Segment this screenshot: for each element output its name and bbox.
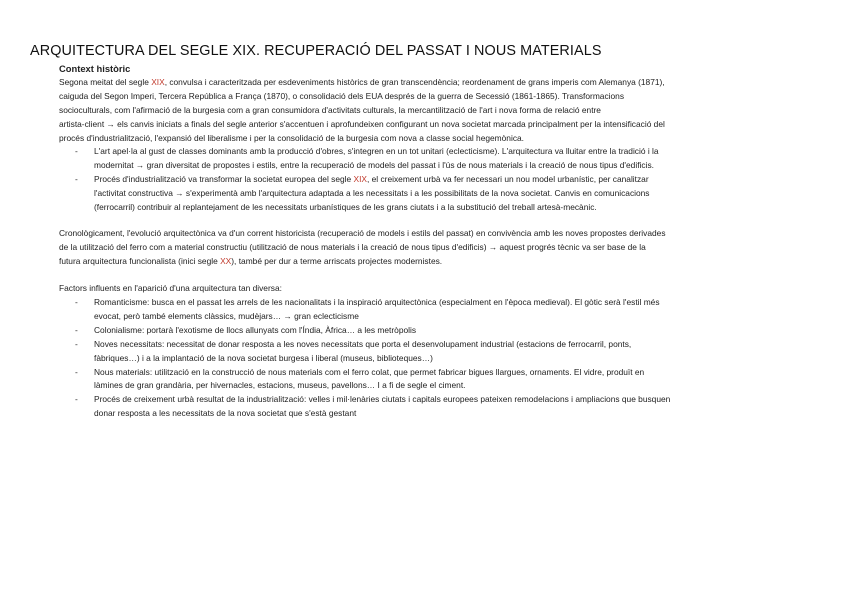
chronology-line: Cronològicament, l'evolució arquitectònica va d'un corrent historicista (recuperació de models i estils del passat) en convivència amb les noves propostes derivades [59, 228, 666, 238]
bullet-dash: - [75, 394, 78, 405]
bullet-dash: - [75, 366, 78, 377]
bullet-line: Colonialisme: portarà l'exotisme de llocs allunyats com l'Índia, Àfrica… a les metròpolis [94, 324, 417, 335]
list-item [59, 296, 799, 324]
bullet-dash: - [75, 297, 78, 307]
chronology-paragraph [59, 227, 794, 269]
page-title: ARQUITECTURA DEL SEGLE XIX. RECUPERACIÓ DEL PASSAT I NOUS MATERIALS [30, 43, 602, 59]
context-line: artista-client → els canvis iniciats a finals del segle anterior s'accentuen i aprofundeixen configurant un nova societat marcada principalment per la intensificació del [59, 118, 665, 129]
century-numeral: XIX [353, 173, 367, 184]
bullet-line: fàbriques…) i a la implantació de la nova societat burgesa i liberal (museus, biblioteques…) [94, 352, 433, 363]
list-item [59, 324, 799, 338]
century-numeral: XIX [151, 77, 165, 87]
context-line: procés d'industrialització, l'expansió del liberalisme i per la consolidació de la burgesia com nova a classe social hegemònica. [59, 132, 525, 143]
bullet-line: Procés de creixement urbà resultat de la industrialització: velles i mil·lenàries ciutats i capitals europees pateixen remodelacions i ampliacions que busquen [94, 394, 671, 405]
bullet-line: L'art apel·la al gust de classes dominants amb la producció d'obres, s'integren en un tot unitari (eclecticisme). L'arquitectura va lluitar entre la tradició i la [94, 146, 659, 156]
bullet-dash: - [75, 173, 78, 184]
bullet-line: l'activitat constructiva → s'experimentà amb l'arquitectura adaptada a les necessitats i a les possibilitats de la nova societat. Canvis en comunicacions [94, 187, 650, 198]
bullet-line: Nous materials: utilització en la construcció de nous materials com el ferro colat, que permet fabricar bigues llargues, ornaments. El vidre, produït en [94, 366, 645, 377]
context-line: socioculturals, com l'afirmació de la burgesia com a gran consumidora d'activitats culturals, la mercantilització de l'art i nova forma de relació entre [59, 104, 601, 115]
factors-intro: Factors influents en l'aparició d'una arquitectura tan diversa: [59, 283, 282, 293]
bullet-line: donar resposta a les necessitats de la nova societat que s'està gestant [94, 408, 357, 419]
bullet-dash: - [75, 146, 78, 156]
list-item [59, 393, 799, 421]
list-item [59, 173, 799, 215]
list-item [59, 338, 799, 366]
bullet-dash: - [75, 324, 78, 335]
century-numeral: XX [220, 255, 232, 266]
bullet-line: Romanticisme: busca en el passat les arrels de les nacionalitats i la inspiració arquitectònica (especialment en l'època medieval). El gòtic serà l'estil més [94, 297, 660, 307]
context-line: caiguda del Segon Imperi, Tercera República a França (1870), o consolidació dels EUA després de la guerra de Secessió (1861-1865). Transformacions [59, 90, 625, 101]
chronology-line: de la utilització del ferro com a material constructiu (utilització de nous materials i la creació de nous tipus d'edificis) → aquest progrés tècnic va ser base de la [59, 241, 646, 252]
context-bullet-list [59, 145, 799, 215]
bullet-line: evocat, però també elements clàssics, mudèjars… → gran eclecticisme [94, 310, 359, 321]
bullet-line: (ferrocarril) contribuir al replantejament de les necessitats urbanístiques de les grans ciutats i a la substitució del treball artesà-mecànic. [94, 201, 597, 212]
list-item [59, 145, 799, 173]
bullet-line: làmines de gran grandària, per hivernacles, estacions, museus, pavellons… I a fi de segle el ciment. [94, 380, 466, 391]
factors-bullet-list [59, 296, 799, 421]
context-line: Segona meitat del segle XIX, convulsa i caracteritzada per esdeveniments històrics de gran transcendència; reordenament de grans imperis com Alemanya (1871), [59, 77, 665, 87]
bullet-line: modernitat → gran diversitat de propostes i estils, entre la recuperació de models del passat i l'ús de nous materials i la creació de nous tipus d'edificis. [94, 159, 654, 170]
context-paragraph [59, 76, 794, 146]
bullet-line: Procés d'industrialització va transformar la societat europea del segle XIX, el creixement urbà va fer necessari un nou model urbanístic, per canalitzar [94, 173, 649, 184]
bullet-dash: - [75, 338, 78, 349]
list-item [59, 366, 799, 394]
bullet-line: Noves necessitats: necessitat de donar resposta a les noves necessitats que porta el desenvolupament industrial (estacions de ferrocarril, ponts, [94, 338, 632, 349]
context-heading: Context històric [59, 63, 131, 74]
chronology-line: futura arquitectura funcionalista (inici segle XX), també per dur a terme arriscats projectes modernistes. [59, 255, 443, 266]
